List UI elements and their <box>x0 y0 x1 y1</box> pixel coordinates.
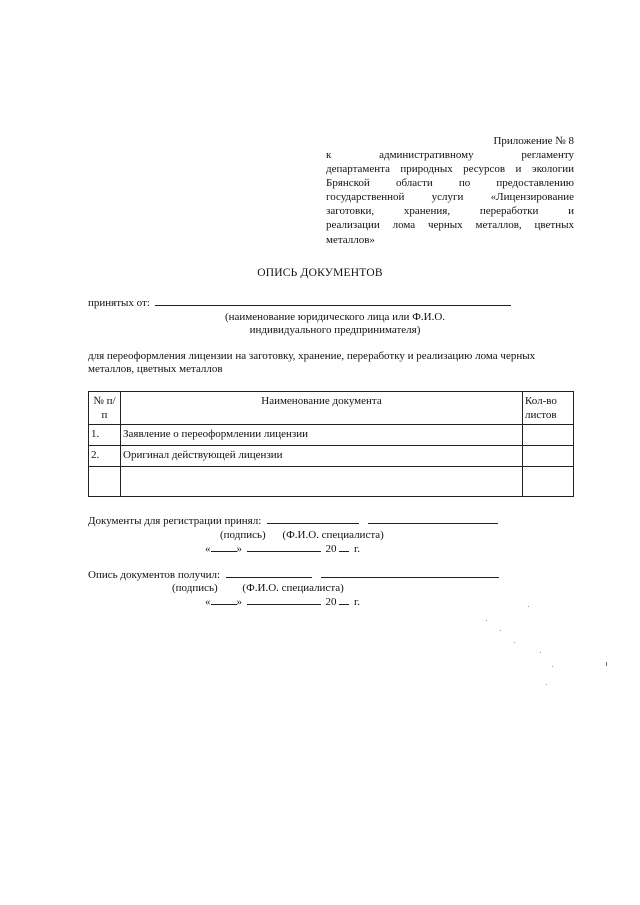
registration-signature-blank[interactable] <box>267 514 359 524</box>
received-signature-blank[interactable] <box>226 568 312 578</box>
appendix-line: к административному регламенту <box>326 149 574 162</box>
table-row <box>89 446 574 467</box>
purpose-line-1: для переоформления лицензии на заготовку, хранение, переработку и реализацию лома черных <box>88 350 536 362</box>
appendix-line: заготовки, хранения, переработки и <box>326 205 574 218</box>
received-day-blank[interactable] <box>211 595 237 605</box>
appendix-line: реализации лома черных металлов, цветных <box>326 219 574 232</box>
received-year-blank[interactable] <box>339 595 349 605</box>
received-hints <box>172 581 344 595</box>
accepted-from-row <box>88 296 511 310</box>
accepted-from-hint-1: (наименование юридического лица или Ф.И.О. <box>224 311 446 323</box>
received-year: 20 <box>325 596 337 608</box>
registration-year: 20 <box>325 543 337 555</box>
row-count <box>523 425 574 446</box>
received-signature-hint: (подпись) <box>172 582 218 594</box>
registration-day-blank[interactable] <box>211 542 237 552</box>
received-date-open: « <box>205 596 211 608</box>
registration-year-suffix: г. <box>354 543 361 555</box>
table-row <box>89 467 574 497</box>
row-count <box>523 446 574 467</box>
row-name: Оригинал действующей лицензии <box>121 446 523 467</box>
registration-hints <box>220 528 384 542</box>
registration-row <box>88 514 498 528</box>
received-year-suffix: г. <box>354 596 361 608</box>
appendix-line: металлов» <box>326 233 375 246</box>
registration-date-open: « <box>205 543 211 555</box>
received-name-blank[interactable] <box>321 568 499 578</box>
registration-signature-hint: (подпись) <box>220 529 266 541</box>
registration-year-blank[interactable] <box>339 542 349 552</box>
appendix-block <box>326 134 574 247</box>
received-label: Опись документов получил: <box>88 569 221 581</box>
received-month-blank[interactable] <box>247 595 321 605</box>
accepted-from-label: принятых от: <box>88 297 150 309</box>
header-num: № п/п <box>89 392 121 425</box>
appendix-line: Брянской области по предоставлению <box>326 177 574 190</box>
registration-date-close: » <box>236 543 242 555</box>
registration-date-row <box>205 542 360 556</box>
row-num: 1. <box>89 425 121 446</box>
received-row <box>88 568 499 582</box>
received-date-row <box>205 595 360 609</box>
table-row <box>89 425 574 446</box>
header-count: Кол-во листов <box>523 392 574 425</box>
registration-name-blank[interactable] <box>368 514 498 524</box>
purpose-line-2: металлов, цветных металлов <box>88 363 223 375</box>
received-name-hint: (Ф.И.О. специалиста) <box>242 582 344 594</box>
accepted-from-hint-2: индивидуального предпринимателя) <box>249 324 421 336</box>
appendix-line: департамента природных ресурсов и экологии <box>326 163 574 176</box>
registration-month-blank[interactable] <box>247 542 321 552</box>
row-num: 2. <box>89 446 121 467</box>
registration-name-hint: (Ф.И.О. специалиста) <box>282 529 384 541</box>
row-count <box>523 467 574 497</box>
table-header-row <box>89 392 574 425</box>
row-name: Заявление о переоформлении лицензии <box>121 425 523 446</box>
row-name <box>121 467 523 497</box>
header-name: Наименование документа <box>121 392 523 425</box>
registration-label: Документы для регистрации принял: <box>88 515 262 527</box>
accepted-from-blank[interactable] <box>155 296 511 306</box>
documents-table <box>88 391 574 497</box>
appendix-line: государственной услуги «Лицензирование <box>326 191 574 204</box>
received-date-close: » <box>236 596 242 608</box>
row-num <box>89 467 121 497</box>
appendix-number: Приложение № 8 <box>493 135 574 147</box>
document-title: ОПИСЬ ДОКУМЕНТОВ <box>257 267 383 279</box>
